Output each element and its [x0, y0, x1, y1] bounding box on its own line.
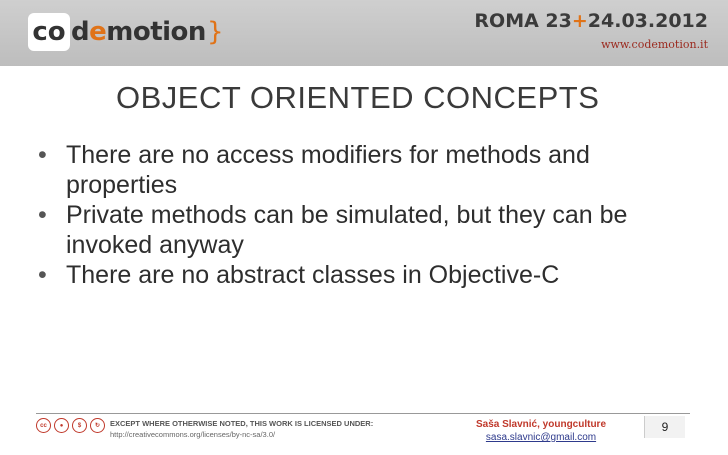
by-icon: ● [54, 418, 69, 433]
logo-suffix: motion [106, 17, 206, 47]
header-band [0, 0, 728, 66]
bullet-dot-icon: • [38, 141, 47, 169]
author-email-link[interactable]: sasa.slavnic@gmail.com [485, 432, 597, 443]
author-box [472, 418, 610, 444]
bullet-text: There are no access modifiers for methods and properties [66, 141, 590, 199]
cc-license-icons [36, 418, 105, 433]
cc-icon: cc [36, 418, 51, 433]
license-line: EXCEPT WHERE OTHERWISE NOTED, THIS WORK IS LICENSED UNDER: [110, 419, 374, 428]
event-date-part1: ROMA 23 [474, 10, 572, 32]
bullet-item [36, 140, 706, 200]
bullet-text: Private methods can be simulated, but they can be invoked anyway [66, 201, 628, 259]
logo-brace: } [206, 17, 223, 47]
bullet-item [36, 200, 706, 260]
license-text [110, 418, 373, 440]
sa-icon: ↻ [90, 418, 105, 433]
logo-text [71, 17, 223, 47]
event-date-part2: 24.03.2012 [587, 10, 708, 32]
bullet-list [36, 140, 706, 290]
event-date-plus: + [571, 10, 588, 32]
license-url[interactable]: http://creativecommons.org/licenses/by-nc-sa/3.0/ [110, 430, 276, 439]
footer-divider [36, 413, 690, 414]
author-name: Saša Slavnić, youngculture [475, 419, 607, 430]
event-date [474, 10, 708, 32]
page-number: 9 [644, 416, 685, 438]
codemotion-logo [28, 10, 223, 54]
bullet-text: There are no abstract classes in Objective-C [66, 261, 560, 289]
slide-title: OBJECT ORIENTED CONCEPTS [116, 80, 600, 115]
event-url[interactable]: www.codemotion.it [601, 38, 708, 51]
bullet-dot-icon: • [38, 201, 47, 229]
nc-icon: $ [72, 418, 87, 433]
logo-box [28, 13, 70, 51]
bullet-dot-icon: • [38, 261, 47, 289]
logo-prefix: d [71, 17, 90, 47]
logo-box-letters: co [32, 17, 66, 47]
logo-accent-letter: e [89, 17, 107, 47]
bullet-item [36, 260, 706, 290]
